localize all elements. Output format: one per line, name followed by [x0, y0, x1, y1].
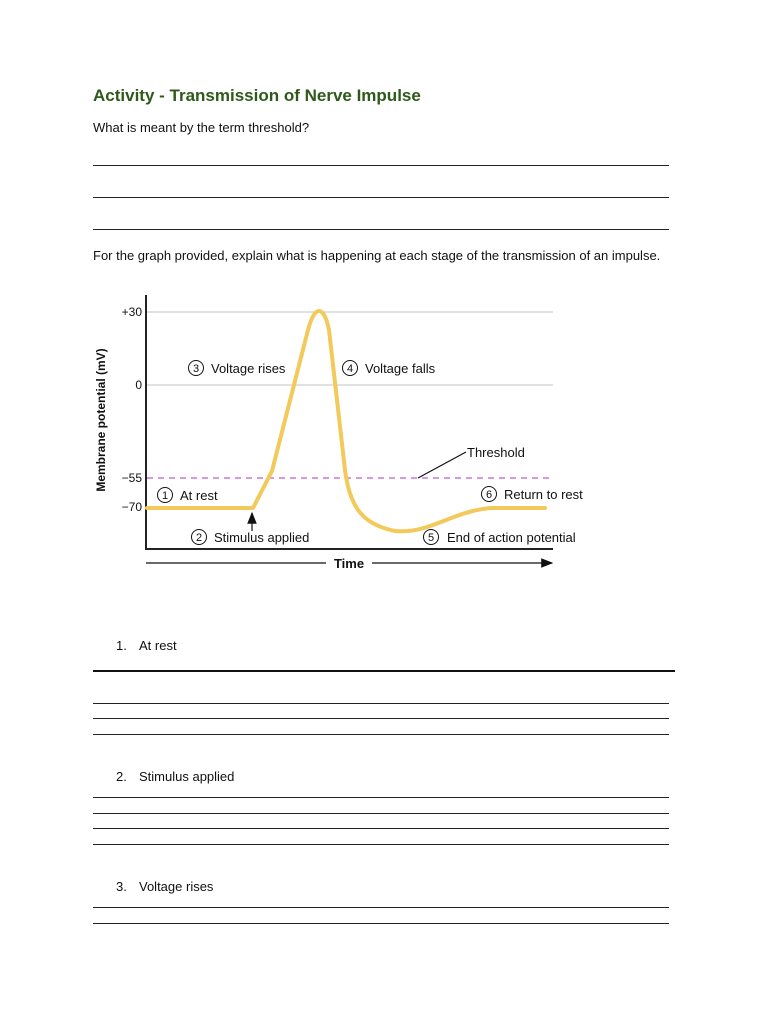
x-axis-label: Time: [333, 556, 365, 571]
stage-2-label: Stimulus applied: [214, 530, 310, 545]
answer-line: [93, 923, 669, 924]
y-axis-label: Membrane potential (mV): [94, 348, 108, 492]
stage-1-number: 1: [161, 490, 169, 502]
question-graph: For the graph provided, explain what is happening at each stage of the transmission of an impulse.: [93, 248, 661, 263]
answer-line: [93, 718, 669, 719]
threshold-pointer: [418, 452, 466, 478]
list-item-label: Stimulus applied: [139, 769, 235, 784]
list-item-stimulus-applied: [116, 769, 234, 784]
answer-line: [93, 844, 669, 845]
list-item-label: At rest: [139, 638, 177, 653]
tick-zero: 0: [135, 378, 142, 392]
stage-2-number: 2: [195, 532, 203, 544]
tick-minus55: −55: [121, 471, 142, 485]
stage-4-label: Voltage falls: [365, 361, 436, 376]
stage-3-label: Voltage rises: [211, 361, 286, 376]
threshold-label: Threshold: [467, 445, 525, 460]
stage-5-number: 5: [427, 532, 435, 544]
stage-6-number: 6: [485, 489, 493, 501]
stage-3-number: 3: [192, 363, 200, 375]
tick-plus30: +30: [121, 305, 142, 319]
question-threshold: What is meant by the term threshold?: [93, 120, 310, 135]
stage-4-number: 4: [346, 363, 354, 375]
list-item-number: 2.: [116, 769, 127, 784]
answer-line: [93, 797, 669, 798]
answer-line: [93, 670, 675, 672]
list-item-number: 3.: [116, 879, 127, 894]
tick-minus70: −70: [121, 500, 142, 514]
list-item-voltage-rises: [116, 879, 213, 894]
answer-line: [93, 828, 669, 829]
answer-line: [93, 813, 669, 814]
page-title: Activity - Transmission of Nerve Impulse: [93, 86, 421, 105]
list-item-label: Voltage rises: [139, 879, 214, 894]
list-item-at-rest: [116, 638, 177, 653]
stage-5-label: End of action potential: [447, 530, 576, 545]
list-item-number: 1.: [116, 638, 127, 653]
answer-line: [93, 907, 669, 908]
stage-6-label: Return to rest: [504, 487, 583, 502]
stage-1-label: At rest: [180, 488, 218, 503]
answer-line: [93, 734, 669, 735]
answer-line: [93, 703, 669, 704]
